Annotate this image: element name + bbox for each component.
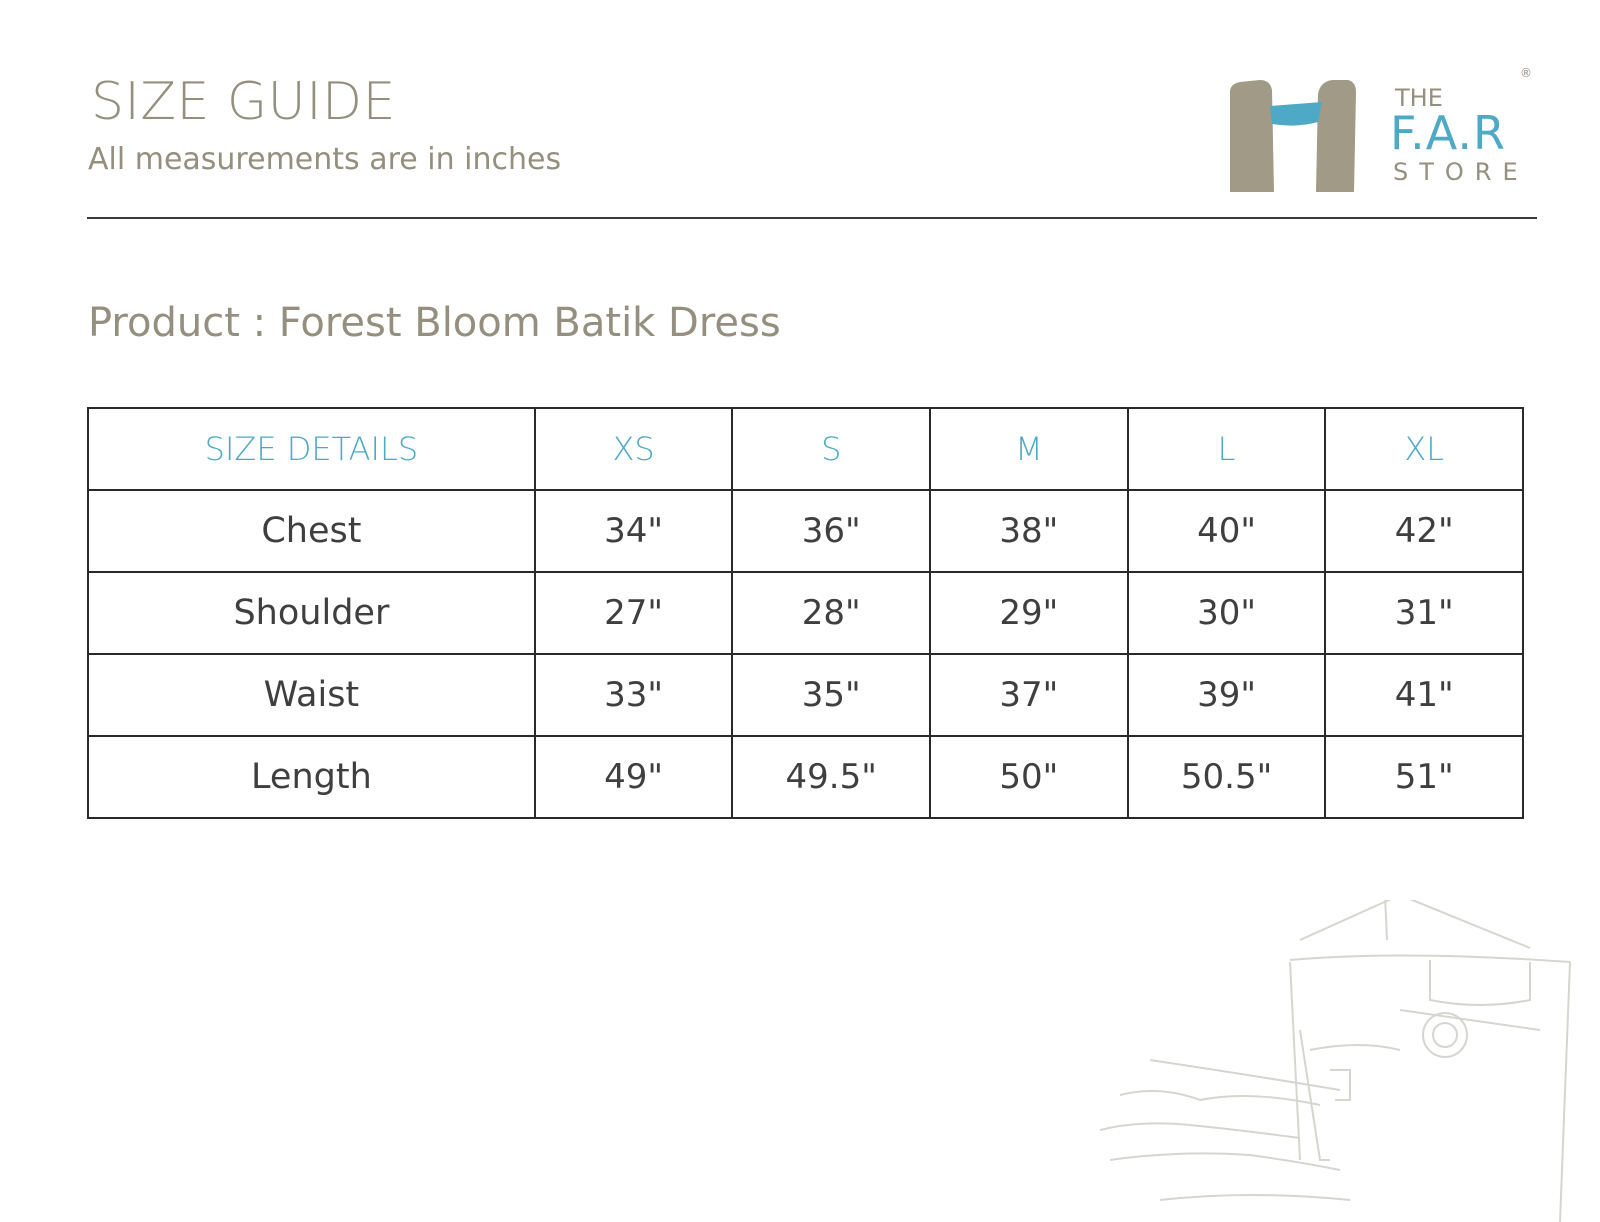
page-title: SIZE GUIDE <box>91 72 396 132</box>
logo-store: STORE <box>1393 158 1529 186</box>
table-row <box>88 654 1523 736</box>
header-divider <box>87 217 1537 219</box>
row-label: Chest <box>88 490 535 572</box>
table-cell: 39" <box>1128 654 1326 736</box>
table-cell: 35" <box>732 654 930 736</box>
logo-the: THE <box>1395 84 1443 112</box>
table-cell: 30" <box>1128 572 1326 654</box>
table-row <box>88 490 1523 572</box>
row-label: Shoulder <box>88 572 535 654</box>
size-details-header: SIZE DETAILS <box>88 408 535 490</box>
size-header-xl: XL <box>1325 408 1523 490</box>
table-cell: 51" <box>1325 736 1523 818</box>
logo-far: F.A.R <box>1390 106 1506 160</box>
table-cell: 49" <box>535 736 732 818</box>
table-cell: 41" <box>1325 654 1523 736</box>
table-cell: 40" <box>1128 490 1326 572</box>
size-header-xs: XS <box>535 408 732 490</box>
registered-mark: ® <box>1520 66 1532 80</box>
table-cell: 31" <box>1325 572 1523 654</box>
table-cell: 29" <box>930 572 1127 654</box>
table-cell: 42" <box>1325 490 1523 572</box>
size-header-m: M <box>930 408 1127 490</box>
table-cell: 38" <box>930 490 1127 572</box>
table-header-row <box>88 408 1523 490</box>
table-cell: 28" <box>732 572 930 654</box>
table-cell: 50" <box>930 736 1127 818</box>
sewing-machine-icon <box>1100 900 1600 1222</box>
table-row <box>88 572 1523 654</box>
table-cell: 50.5" <box>1128 736 1326 818</box>
table-cell: 37" <box>930 654 1127 736</box>
table-cell: 33" <box>535 654 732 736</box>
table-cell: 36" <box>732 490 930 572</box>
table-cell: 34" <box>535 490 732 572</box>
size-table <box>87 407 1524 819</box>
measurement-note: All measurements are in inches <box>88 142 562 177</box>
table-cell: 27" <box>535 572 732 654</box>
brand-logo <box>1250 62 1550 192</box>
size-header-l: L <box>1128 408 1326 490</box>
product-name: Product : Forest Bloom Batik Dress <box>88 300 781 346</box>
logo-mark-icon <box>1226 72 1366 202</box>
table-cell: 49.5" <box>732 736 930 818</box>
size-header-s: S <box>732 408 930 490</box>
row-label: Waist <box>88 654 535 736</box>
row-label: Length <box>88 736 535 818</box>
table-row <box>88 736 1523 818</box>
